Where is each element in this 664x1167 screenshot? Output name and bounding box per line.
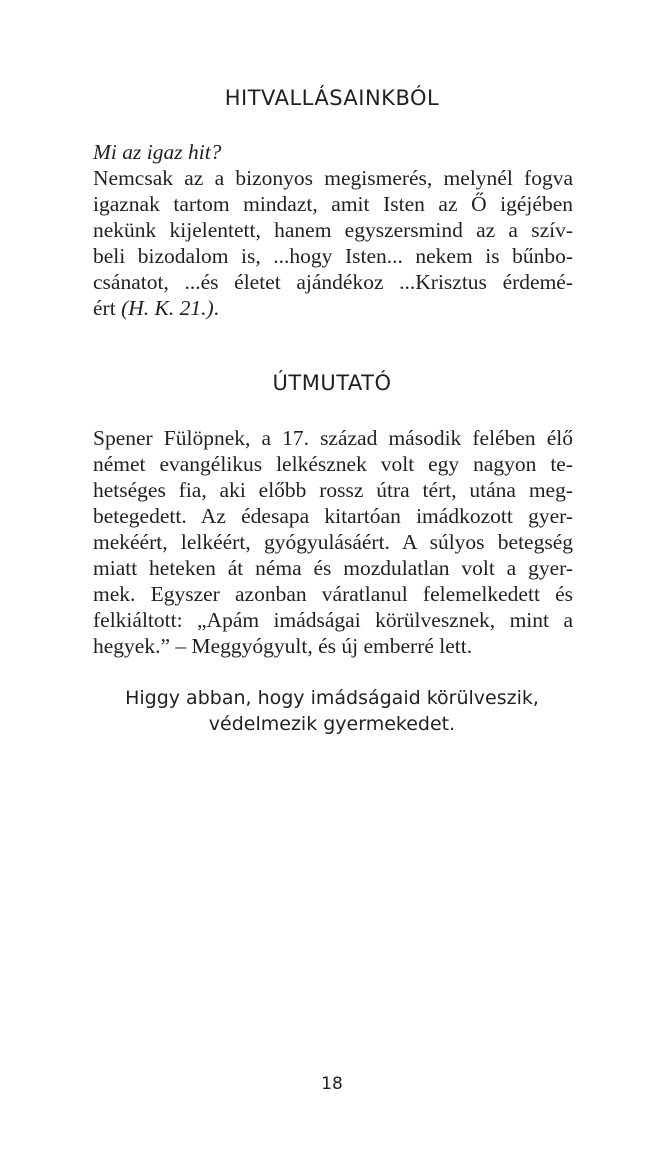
paragraph-line: igaznak tartom mindazt, amit Isten az Ő igéjében	[93, 192, 573, 216]
last-line-text: ért	[93, 296, 122, 320]
story-line: hetséges fia, aki előbb rossz útra tért, utána meg-	[93, 478, 573, 502]
paragraph-line: csánatot, ...és életet ajándékoz ...Krisztus érdemé-	[93, 270, 573, 294]
section-title-utmutato: ÚTMUTATÓ	[272, 371, 392, 395]
story-line: mekéért, lelkéért, gyógyulásáért. A súlyos betegség	[93, 530, 573, 554]
story-last-line: hegyek.” – Meggyógyult, és új emberré lett.	[93, 634, 473, 658]
story-line: felkiáltott: „Apám imádságai körülvesznek, mint a	[93, 608, 573, 632]
paragraph-line: Nemcsak az a bizonyos megismerés, melynél fogva	[93, 166, 573, 190]
closing-line: Higgy abban, hogy imádságaid körülveszik,	[125, 687, 539, 709]
page-number: 18	[321, 1074, 343, 1094]
citation: (H. K. 21.)	[121, 296, 214, 320]
story-line: betegedett. Az édesapa kitartóan imádkozott gyer-	[93, 504, 573, 528]
story-line: miatt heteken át néma és mozdulatlan volt a gyer-	[93, 556, 573, 580]
story-line: német evangélikus lelkésznek volt egy nagyon te-	[93, 452, 573, 476]
story-line: Spener Fülöpnek, a 17. század második felében élő	[93, 426, 573, 450]
story-line: mek. Egyszer azonban váratlanul felemelkedett és	[93, 582, 573, 606]
closing-line: védelmezik gyermekedet.	[208, 713, 456, 735]
paragraph-line: beli bizodalom is, ...hogy Isten... nekem is bűnbo-	[93, 244, 573, 268]
paragraph-last-line	[93, 295, 573, 321]
last-line-period: .	[213, 296, 219, 320]
section-title-hitvallasainkbol: HITVALLÁSAINKBÓL	[224, 86, 440, 110]
paragraph-line: nekünk kijelentett, hanem egyszersmind az a szív-	[93, 218, 573, 242]
question-line: Mi az igaz hit?	[93, 140, 222, 164]
